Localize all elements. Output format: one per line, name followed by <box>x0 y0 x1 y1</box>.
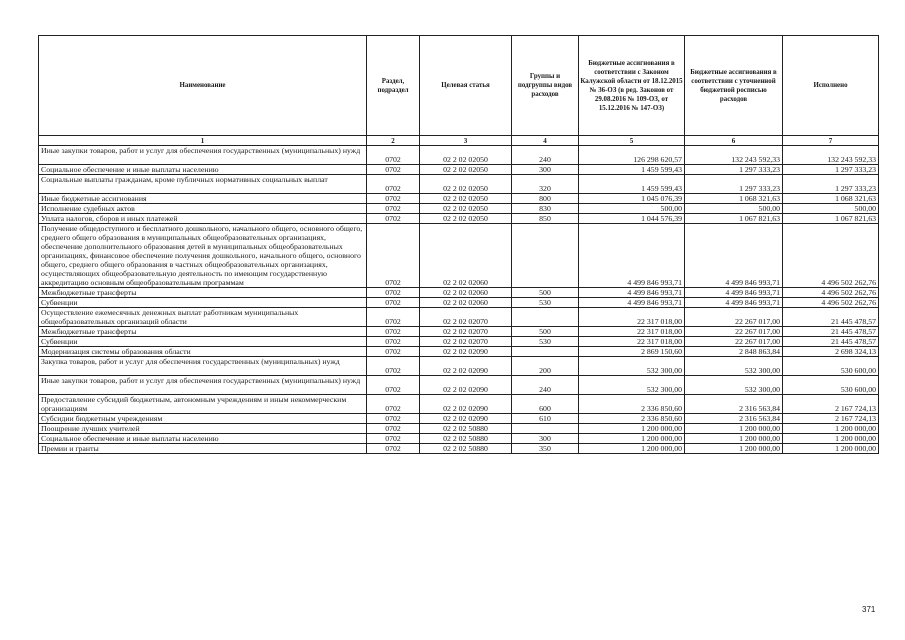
row-refined-amount: 1 297 333,23 <box>685 165 783 175</box>
table-row <box>39 414 879 424</box>
row-target-article: 02 2 02 02070 <box>420 308 512 327</box>
row-target-article: 02 2 02 02090 <box>420 395 512 414</box>
row-expense-group: 530 <box>512 298 579 308</box>
row-law-amount: 22 317 018,00 <box>579 337 685 347</box>
row-name: Получение общедоступного и бесплатного дошкольного, начального общего, основного общего, среднего общего образования в муниципальных общеобразовательных организациях, обеспечение дополнительного образования детей в муниципальных общеобразовательных организациях, финансовое обеспечение получения дошкольного, начального общего, основного общего, среднего общего образования в частных общеобразовательных организациях, осуществляющих общеобразовательную деятельность по имеющим государственную аккредитацию основным общеобразовательным программам <box>39 224 367 288</box>
row-law-amount: 1 045 076,39 <box>579 194 685 204</box>
table-body <box>39 146 879 454</box>
row-target-article: 02 2 02 02060 <box>420 288 512 298</box>
row-refined-amount: 2 848 863,84 <box>685 347 783 357</box>
row-name: Социальное обеспечение и иные выплаты населению <box>39 434 367 444</box>
row-expense-group <box>512 347 579 357</box>
row-name: Межбюджетные трансферты <box>39 288 367 298</box>
row-refined-amount: 1 200 000,00 <box>685 444 783 454</box>
row-expense-group <box>512 224 579 288</box>
row-section: 0702 <box>367 165 420 175</box>
row-law-amount: 4 499 846 993,71 <box>579 288 685 298</box>
column-number: 2 <box>367 136 420 146</box>
row-name: Уплата налогов, сборов и иных платежей <box>39 214 367 224</box>
table-row <box>39 395 879 414</box>
row-section: 0702 <box>367 414 420 424</box>
row-name: Премии и гранты <box>39 444 367 454</box>
column-number: 4 <box>512 136 579 146</box>
row-law-amount: 1 200 000,00 <box>579 434 685 444</box>
row-name: Осуществление ежемесячных денежных выплат работникам муниципальных общеобразовательных организаций области <box>39 308 367 327</box>
row-target-article: 02 2 02 02050 <box>420 165 512 175</box>
row-refined-amount: 2 316 563,84 <box>685 414 783 424</box>
row-executed-amount: 1 200 000,00 <box>783 424 879 434</box>
row-expense-group: 300 <box>512 165 579 175</box>
row-executed-amount: 4 496 502 262,76 <box>783 224 879 288</box>
row-executed-amount: 530 600,00 <box>783 376 879 395</box>
row-refined-amount: 22 267 017,00 <box>685 327 783 337</box>
row-refined-amount: 4 499 846 993,71 <box>685 224 783 288</box>
header-executed: Исполнено <box>783 36 879 136</box>
table-row <box>39 288 879 298</box>
row-section: 0702 <box>367 337 420 347</box>
page-number: 371 <box>862 605 876 614</box>
row-refined-amount: 532 300,00 <box>685 376 783 395</box>
row-section: 0702 <box>367 327 420 337</box>
table-row <box>39 337 879 347</box>
row-name: Субвенции <box>39 337 367 347</box>
row-target-article: 02 2 02 50880 <box>420 424 512 434</box>
row-law-amount: 4 499 846 993,71 <box>579 224 685 288</box>
table-row <box>39 214 879 224</box>
row-law-amount: 1 044 576,39 <box>579 214 685 224</box>
row-expense-group: 800 <box>512 194 579 204</box>
row-name: Субвенции <box>39 298 367 308</box>
row-executed-amount: 1 200 000,00 <box>783 434 879 444</box>
row-law-amount: 2 336 850,60 <box>579 395 685 414</box>
row-refined-amount: 1 200 000,00 <box>685 434 783 444</box>
row-expense-group <box>512 424 579 434</box>
row-expense-group: 600 <box>512 395 579 414</box>
row-target-article: 02 2 02 02090 <box>420 357 512 376</box>
row-section: 0702 <box>367 434 420 444</box>
table-row <box>39 308 879 327</box>
header-refined-allocations: Бюджетные ассигнования в соответствии с уточненной бюджетной росписью расходов <box>685 36 783 136</box>
row-target-article: 02 2 02 02050 <box>420 214 512 224</box>
row-executed-amount: 4 496 502 262,76 <box>783 298 879 308</box>
row-target-article: 02 2 02 02050 <box>420 194 512 204</box>
table-row <box>39 376 879 395</box>
row-executed-amount: 1 068 321,63 <box>783 194 879 204</box>
row-law-amount: 4 499 846 993,71 <box>579 298 685 308</box>
row-expense-group: 830 <box>512 204 579 214</box>
row-name: Поощрение лучших учителей <box>39 424 367 434</box>
row-refined-amount: 4 499 846 993,71 <box>685 298 783 308</box>
row-target-article: 02 2 02 02090 <box>420 414 512 424</box>
header-expense-groups: Группы и подгруппы видов расходов <box>512 36 579 136</box>
row-section: 0702 <box>367 308 420 327</box>
table-row <box>39 194 879 204</box>
row-executed-amount: 1 200 000,00 <box>783 444 879 454</box>
row-executed-amount: 1 297 333,23 <box>783 165 879 175</box>
row-expense-group: 320 <box>512 175 579 194</box>
row-section: 0702 <box>367 347 420 357</box>
row-executed-amount: 1 297 333,23 <box>783 175 879 194</box>
row-law-amount: 126 298 620,57 <box>579 146 685 165</box>
row-refined-amount: 500,00 <box>685 204 783 214</box>
row-law-amount: 2 869 150,60 <box>579 347 685 357</box>
row-name: Модернизация системы образования области <box>39 347 367 357</box>
row-refined-amount: 22 267 017,00 <box>685 337 783 347</box>
column-number: 1 <box>39 136 367 146</box>
row-target-article: 02 2 02 02050 <box>420 204 512 214</box>
row-refined-amount: 1 297 333,23 <box>685 175 783 194</box>
column-number: 6 <box>685 136 783 146</box>
row-section: 0702 <box>367 214 420 224</box>
table-row <box>39 424 879 434</box>
table-header-row <box>39 36 879 136</box>
row-target-article: 02 2 02 02060 <box>420 298 512 308</box>
row-name: Иные бюджетные ассигнования <box>39 194 367 204</box>
header-target-article: Целевая статья <box>420 36 512 136</box>
table-row <box>39 224 879 288</box>
row-name: Субсидии бюджетным учреждениям <box>39 414 367 424</box>
row-section: 0702 <box>367 444 420 454</box>
row-section: 0702 <box>367 224 420 288</box>
row-executed-amount: 1 067 821,63 <box>783 214 879 224</box>
column-number: 7 <box>783 136 879 146</box>
row-refined-amount: 4 499 846 993,71 <box>685 288 783 298</box>
row-refined-amount: 22 267 017,00 <box>685 308 783 327</box>
row-expense-group <box>512 308 579 327</box>
row-law-amount: 22 317 018,00 <box>579 308 685 327</box>
header-section: Раздел, подраздел <box>367 36 420 136</box>
table-row <box>39 165 879 175</box>
row-refined-amount: 1 200 000,00 <box>685 424 783 434</box>
row-expense-group: 610 <box>512 414 579 424</box>
row-target-article: 02 2 02 02050 <box>420 146 512 165</box>
row-target-article: 02 2 02 50880 <box>420 444 512 454</box>
table-row <box>39 434 879 444</box>
row-executed-amount: 21 445 478,57 <box>783 327 879 337</box>
row-section: 0702 <box>367 424 420 434</box>
row-target-article: 02 2 02 02050 <box>420 175 512 194</box>
table-row <box>39 327 879 337</box>
row-executed-amount: 2 167 724,13 <box>783 395 879 414</box>
row-law-amount: 22 317 018,00 <box>579 327 685 337</box>
header-name: Наименование <box>39 36 367 136</box>
table-row <box>39 204 879 214</box>
row-name: Иные закупки товаров, работ и услуг для обеспечения государственных (муниципальных) нужд <box>39 146 367 165</box>
row-target-article: 02 2 02 02070 <box>420 327 512 337</box>
row-executed-amount: 21 445 478,57 <box>783 308 879 327</box>
row-expense-group: 530 <box>512 337 579 347</box>
row-section: 0702 <box>367 288 420 298</box>
row-expense-group: 200 <box>512 357 579 376</box>
table-row <box>39 175 879 194</box>
row-expense-group: 240 <box>512 376 579 395</box>
row-expense-group: 240 <box>512 146 579 165</box>
row-expense-group: 350 <box>512 444 579 454</box>
table-row <box>39 347 879 357</box>
row-section: 0702 <box>367 175 420 194</box>
row-expense-group: 300 <box>512 434 579 444</box>
row-refined-amount: 132 243 592,33 <box>685 146 783 165</box>
column-number-row <box>39 136 879 146</box>
table-row <box>39 444 879 454</box>
row-executed-amount: 21 445 478,57 <box>783 337 879 347</box>
row-law-amount: 2 336 850,60 <box>579 414 685 424</box>
column-number: 3 <box>420 136 512 146</box>
row-target-article: 02 2 02 02060 <box>420 224 512 288</box>
row-section: 0702 <box>367 204 420 214</box>
row-executed-amount: 4 496 502 262,76 <box>783 288 879 298</box>
row-section: 0702 <box>367 146 420 165</box>
row-refined-amount: 1 068 321,63 <box>685 194 783 204</box>
row-section: 0702 <box>367 376 420 395</box>
row-name: Закупка товаров, работ и услуг для обеспечения государственных (муниципальных) нужд <box>39 357 367 376</box>
row-refined-amount: 2 316 563,84 <box>685 395 783 414</box>
row-executed-amount: 132 243 592,33 <box>783 146 879 165</box>
row-target-article: 02 2 02 50880 <box>420 434 512 444</box>
row-name: Социальное обеспечение и иные выплаты населению <box>39 165 367 175</box>
row-expense-group: 850 <box>512 214 579 224</box>
row-section: 0702 <box>367 298 420 308</box>
row-law-amount: 1 459 599,43 <box>579 165 685 175</box>
table-row <box>39 298 879 308</box>
row-refined-amount: 532 300,00 <box>685 357 783 376</box>
row-section: 0702 <box>367 395 420 414</box>
row-name: Межбюджетные трансферты <box>39 327 367 337</box>
column-number: 5 <box>579 136 685 146</box>
row-expense-group: 500 <box>512 327 579 337</box>
row-law-amount: 500,00 <box>579 204 685 214</box>
row-executed-amount: 2 698 324,13 <box>783 347 879 357</box>
row-name: Иные закупки товаров, работ и услуг для обеспечения государственных (муниципальных) нужд <box>39 376 367 395</box>
row-law-amount: 532 300,00 <box>579 376 685 395</box>
table-row <box>39 146 879 165</box>
row-section: 0702 <box>367 357 420 376</box>
row-target-article: 02 2 02 02090 <box>420 376 512 395</box>
row-target-article: 02 2 02 02070 <box>420 337 512 347</box>
table-row <box>39 357 879 376</box>
row-law-amount: 1 459 599,43 <box>579 175 685 194</box>
row-law-amount: 532 300,00 <box>579 357 685 376</box>
row-law-amount: 1 200 000,00 <box>579 444 685 454</box>
row-executed-amount: 2 167 724,13 <box>783 414 879 424</box>
row-target-article: 02 2 02 02090 <box>420 347 512 357</box>
row-section: 0702 <box>367 194 420 204</box>
row-executed-amount: 500,00 <box>783 204 879 214</box>
row-name: Исполнение судебных актов <box>39 204 367 214</box>
row-expense-group: 500 <box>512 288 579 298</box>
row-name: Предоставление субсидий бюджетным, автономным учреждениям и иным некоммерческим организациям <box>39 395 367 414</box>
row-refined-amount: 1 067 821,63 <box>685 214 783 224</box>
header-law-allocations: Бюджетные ассигнования в соответствии с Законом Калужской области от 18.12.2015 № 36-ОЗ (в ред. Законов от 29.08.2016 № 109-ОЗ, от 15.12.2016 № 147-ОЗ) <box>579 36 685 136</box>
row-law-amount: 1 200 000,00 <box>579 424 685 434</box>
budget-execution-table <box>38 35 879 454</box>
row-name: Социальные выплаты гражданам, кроме публичных нормативных социальных выплат <box>39 175 367 194</box>
row-executed-amount: 530 600,00 <box>783 357 879 376</box>
